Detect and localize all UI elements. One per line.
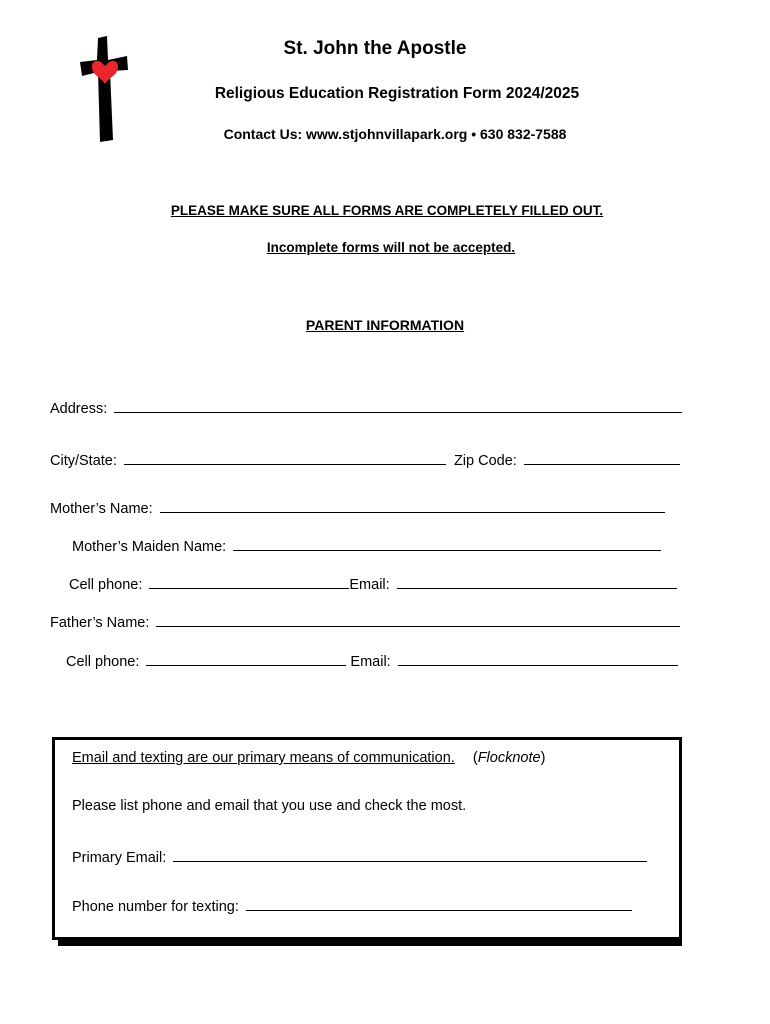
comm-primary-means: Email and texting are our primary means of communication. [72, 750, 455, 766]
father-name-field[interactable] [156, 612, 680, 627]
address-field[interactable] [114, 398, 682, 413]
primary-email-field[interactable] [173, 847, 647, 862]
form-subtitle: Religious Education Registration Form 2024/2025 [214, 85, 580, 102]
mother-maiden-field[interactable] [233, 536, 661, 551]
flocknote-note: (Flocknote) [472, 750, 546, 766]
notice-line-2: Incomplete forms will not be accepted. [266, 240, 516, 255]
father-email-field[interactable] [398, 651, 678, 666]
texting-phone-label: Phone number for texting: [72, 899, 239, 915]
communication-box [52, 737, 682, 940]
mother-cell-field[interactable] [149, 574, 349, 589]
mother-contact-row [69, 574, 677, 594]
mother-name-row [50, 498, 665, 518]
comm-line-2: Please list phone and email that you use and check the most. [72, 798, 467, 814]
city-state-field[interactable] [124, 450, 446, 465]
father-name-row [50, 612, 680, 632]
city-state-label: City/State: [50, 453, 117, 469]
city-zip-row [50, 450, 680, 470]
address-label: Address: [50, 401, 108, 417]
address-row [50, 398, 682, 418]
mother-email-label: Email: [349, 577, 390, 593]
father-contact-row [66, 651, 678, 671]
contact-info: Contact Us: www.stjohnvillapark.org • 630 832-7588 [223, 126, 567, 142]
father-cell-label: Cell phone: [66, 654, 140, 670]
mother-cell-label: Cell phone: [69, 577, 143, 593]
primary-email-row [72, 847, 647, 866]
zip-label: Zip Code: [453, 453, 517, 469]
notice-line-1: PLEASE MAKE SURE ALL FORMS ARE COMPLETELY FILLED OUT. [170, 203, 604, 218]
primary-email-label: Primary Email: [72, 850, 167, 866]
mother-name-label: Mother’s Name: [50, 501, 153, 517]
texting-phone-row [72, 896, 632, 915]
zip-field[interactable] [524, 450, 680, 465]
comm-line-1 [72, 750, 545, 766]
mother-maiden-row [72, 536, 661, 556]
mother-name-field[interactable] [160, 498, 665, 513]
father-name-label: Father’s Name: [50, 615, 150, 631]
texting-phone-field[interactable] [246, 896, 632, 911]
father-email-label: Email: [350, 654, 391, 670]
mother-maiden-label: Mother’s Maiden Name: [72, 539, 227, 555]
mother-email-field[interactable] [397, 574, 677, 589]
father-cell-field[interactable] [146, 651, 346, 666]
page-title: St. John the Apostle [283, 38, 467, 59]
section-title: PARENT INFORMATION [305, 317, 465, 333]
